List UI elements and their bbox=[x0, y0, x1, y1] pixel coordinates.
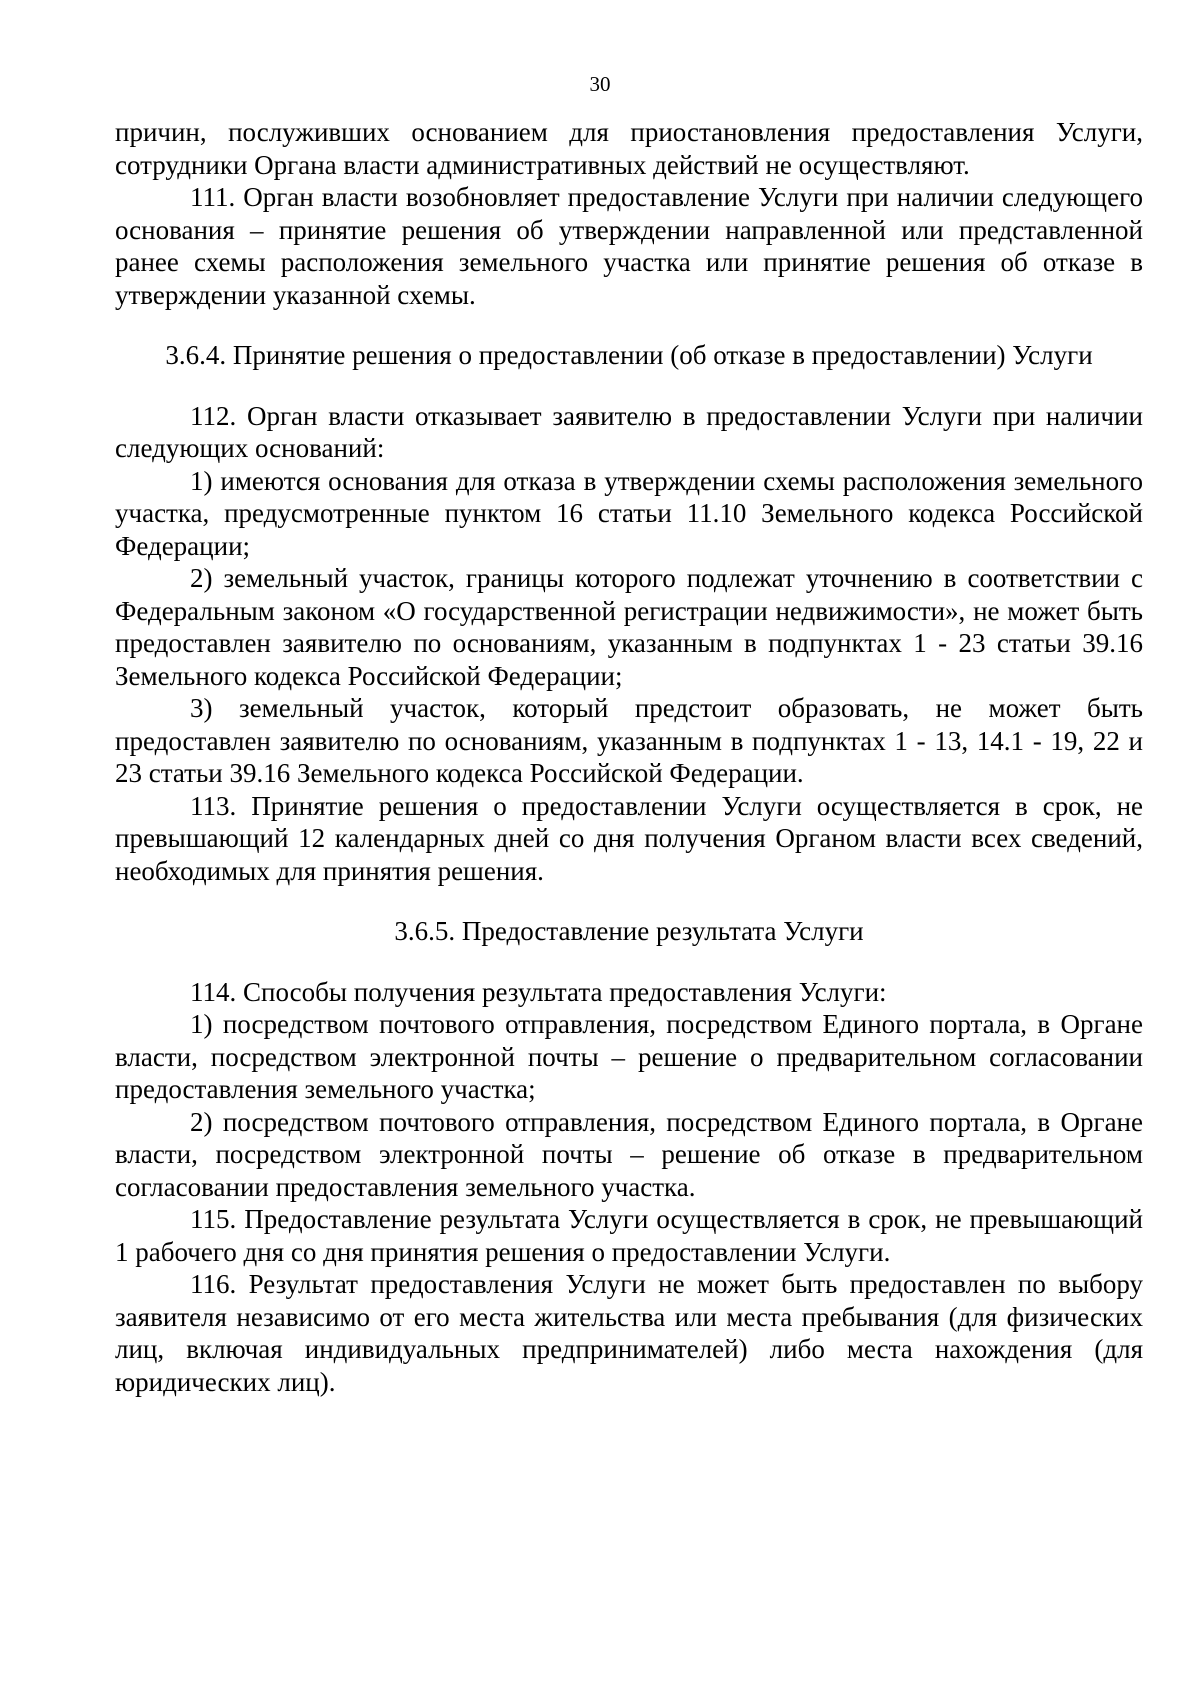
section-heading-3-6-5: 3.6.5. Предоставление результата Услуги bbox=[394, 916, 864, 946]
paragraph-112-item-3: 3) земельный участок, который предстоит образовать, не может быть предоставлен заявителю по основаниям, указанным в подпунктах 1 - 13, 14.1 - 19, 22 и 23 статьи 39.16 Земельного кодекса Российской Федерации. bbox=[115, 693, 1143, 788]
document-body bbox=[115, 116, 1143, 1398]
paragraph-112-item-1: 1) имеются основания для отказа в утверждении схемы расположения земельного участка, предусмотренные пунктом 16 статьи 11.10 Земельного кодекса Российской Федерации; bbox=[115, 465, 1143, 561]
section-heading-3-6-4: 3.6.4. Принятие решения о предоставлении (об отказе в предоставлении) Услуги bbox=[165, 340, 1093, 370]
page-number: 30 bbox=[589, 72, 611, 96]
paragraph-112-item-2: 2) земельный участок, границы которого подлежат уточнению в соответствии с Федеральным законом «О государственной регистрации недвижимости», не может быть предоставлен заявителю по основаниям, указанным в подпунктах 1 - 23 статьи 39.16 Земельного кодекса Российской Федерации; bbox=[115, 563, 1143, 691]
paragraph-115: 115. Предоставление результата Услуги осуществляется в срок, не превышающий 1 рабочего дня со дня принятия решения о предоставлении Услуги. bbox=[115, 1204, 1143, 1267]
paragraph-112: 112. Орган власти отказывает заявителю в предоставлении Услуги при наличии следующих оснований: bbox=[115, 400, 1143, 463]
paragraph-114-item-2: 2) посредством почтового отправления, посредством Единого портала, в Органе власти, посредством электронной почты – решение об отказе в предварительном согласовании предоставления земельного участка. bbox=[115, 1106, 1143, 1202]
paragraph-113: 113. Принятие решения о предоставлении Услуги осуществляется в срок, не превышающий 12 календарных дней со дня получения Органом власти всех сведений, необходимых для принятия решения. bbox=[115, 790, 1143, 886]
paragraph-114-item-1: 1) посредством почтового отправления, посредством Единого портала, в Органе власти, посредством электронной почты – решение о предварительном согласовании предоставления земельного участка; bbox=[115, 1009, 1143, 1104]
paragraph-111: 111. Орган власти возобновляет предоставление Услуги при наличии следующего основания – принятие решения об утверждении направленной или представленной ранее схемы расположения земельного участка или принятие решения об отказе в утверждении указанной схемы. bbox=[115, 182, 1143, 310]
paragraph-116: 116. Результат предоставления Услуги не может быть предоставлен по выбору заявителя независимо от его места жительства или места пребывания (для физических лиц, включая индивидуальных предпринимателей) либо места нахождения (для юридических лиц). bbox=[115, 1269, 1143, 1397]
paragraph-continuation: причин, послуживших основанием для приостановления предоставления Услуги, сотрудники Органа власти административных действий не осуществляют. bbox=[115, 117, 1143, 180]
paragraph-114: 114. Способы получения результата предоставления Услуги: bbox=[190, 976, 887, 1007]
